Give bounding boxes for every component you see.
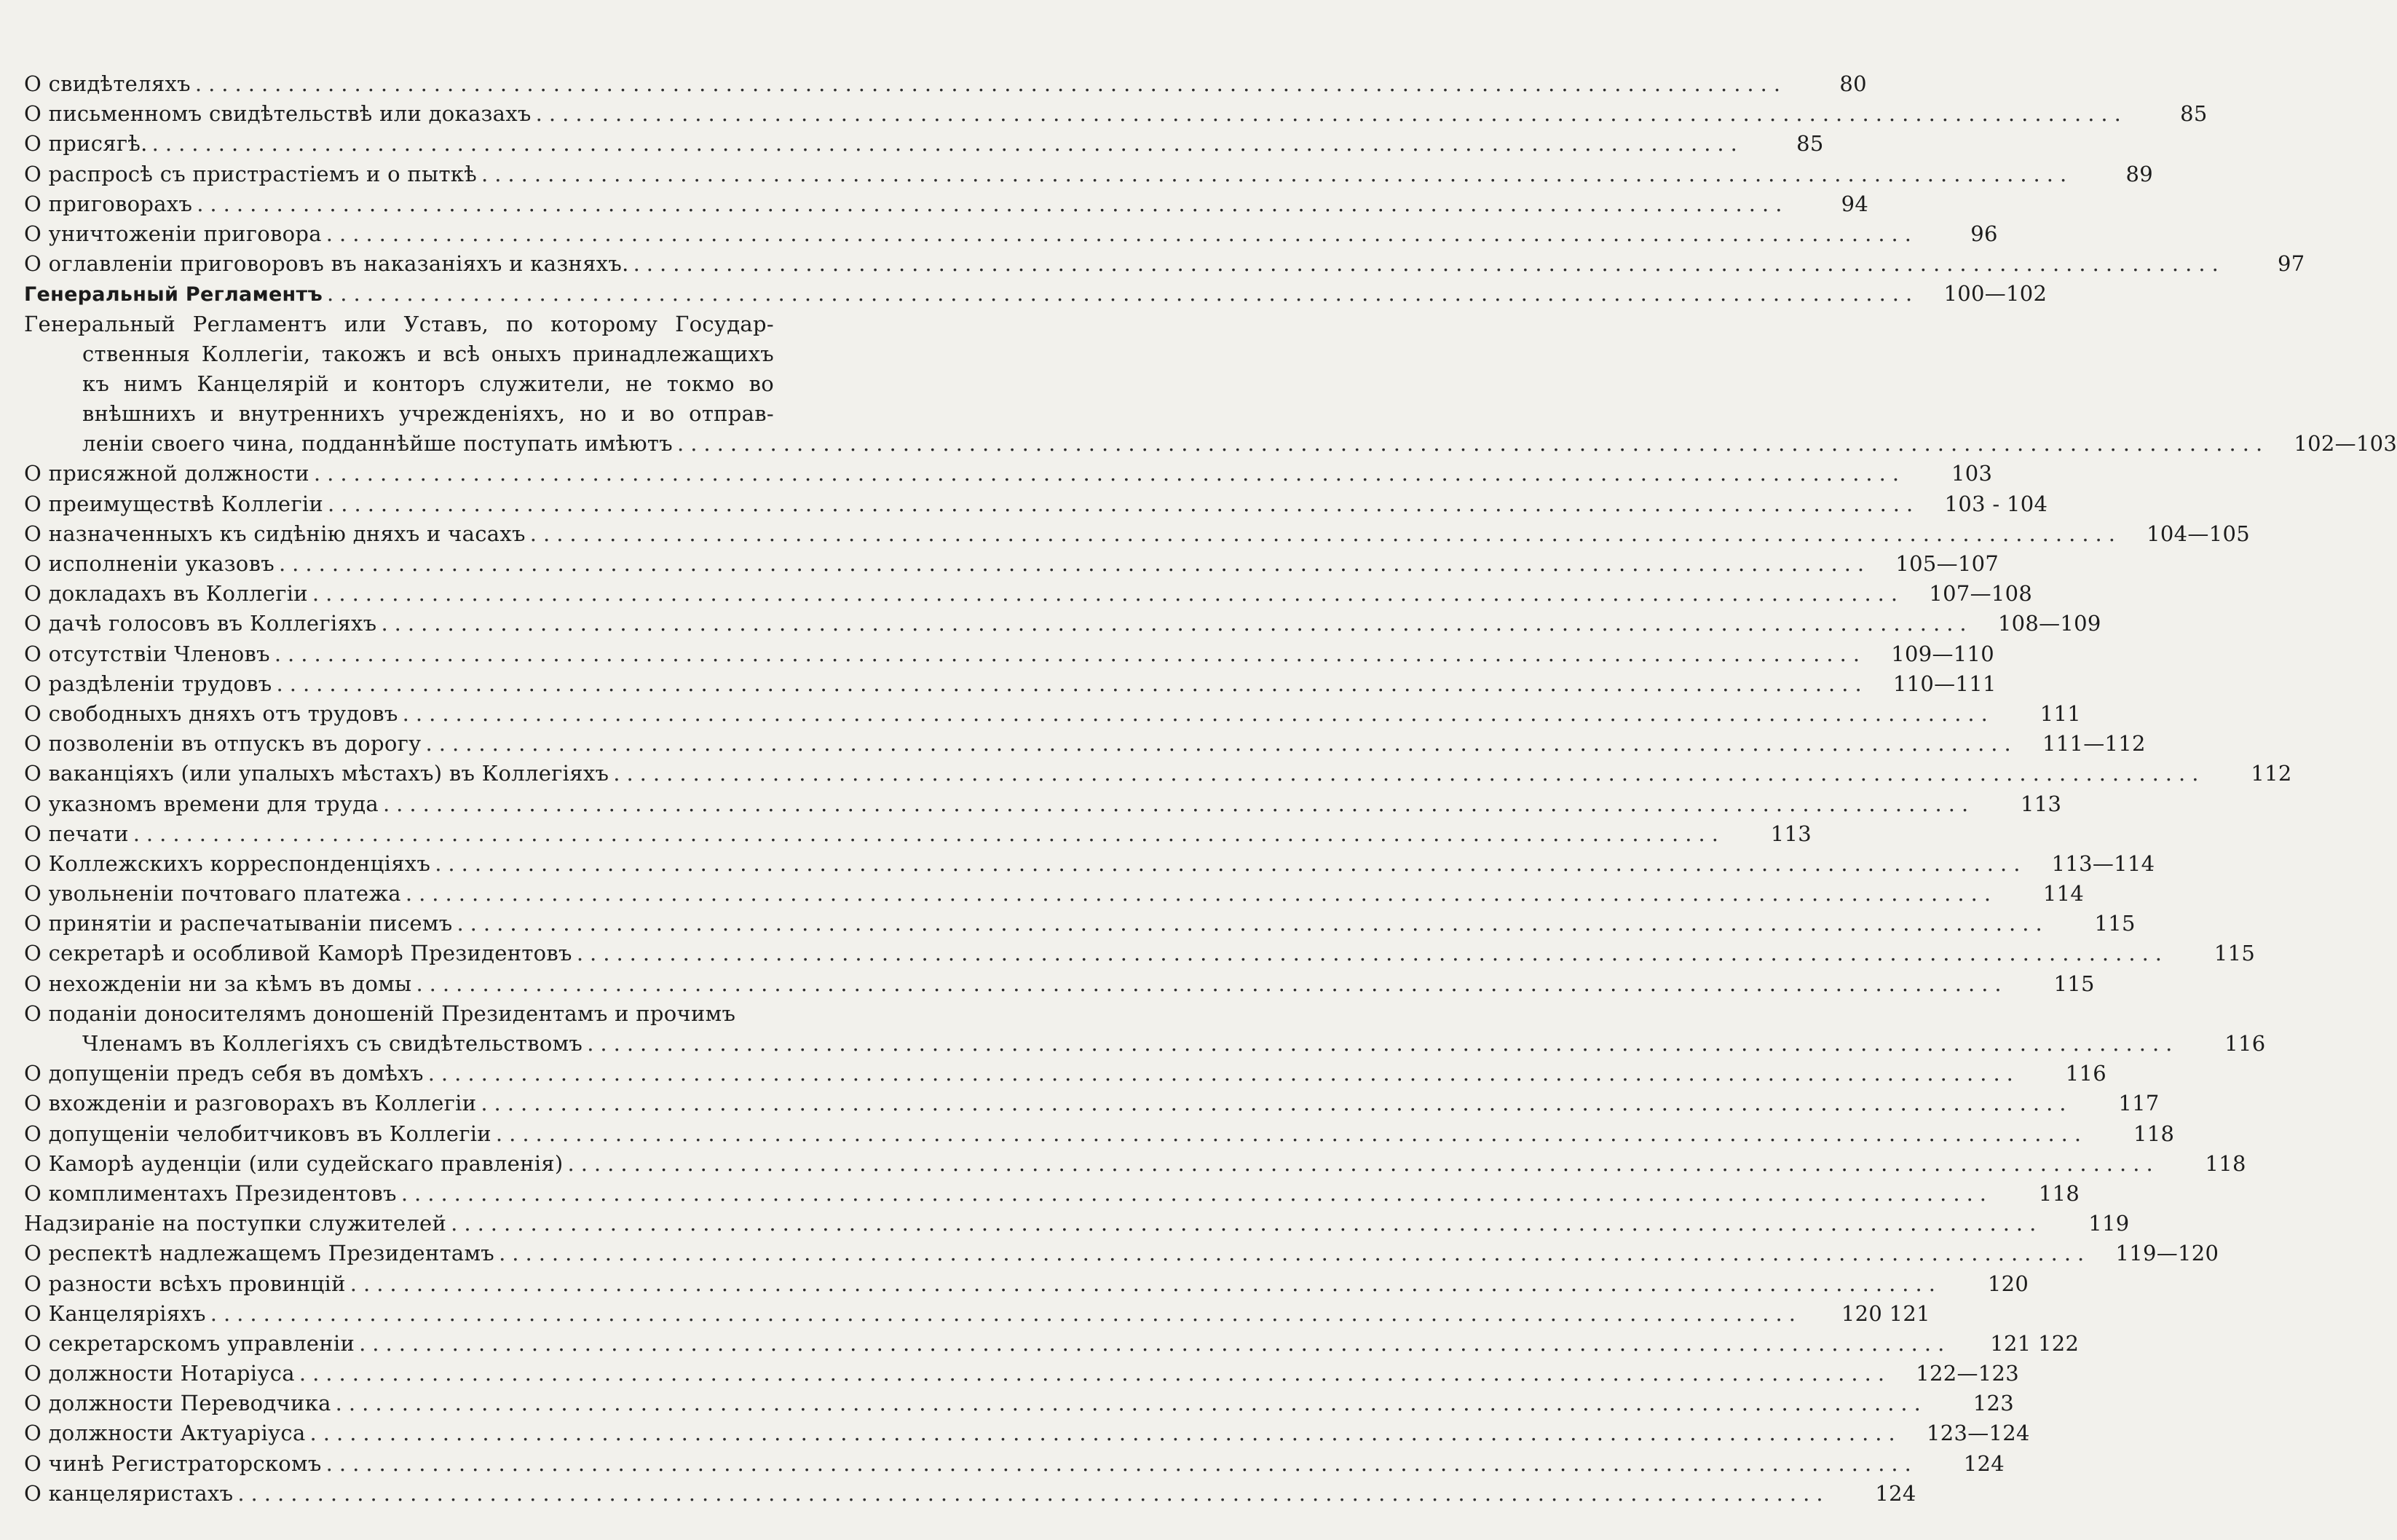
page-number: 117 [2118, 1091, 2160, 1116]
page-number: 115 [2094, 911, 2136, 936]
entry-line: Членамъ въ Коллегіяхъ съ свидѣтельствомъ [82, 1031, 583, 1056]
section-heading-page: 100—102 [1943, 281, 2047, 307]
entry-title: О вхожденіи и разговорахъ въ Коллегіи [24, 1091, 477, 1116]
toc-entry [24, 1269, 2029, 1299]
toc-entry [24, 69, 1867, 99]
entry-title: О секретарѣ и особливой Каморѣ Президентовъ [24, 941, 572, 966]
entry-title: О допущеніи предъ себя въ домѣхъ [24, 1061, 424, 1086]
leader-dots: ........................................................................................................................ [451, 1211, 2043, 1236]
entry-title: О оглавленіи приговоровъ въ наказаніяхъ и казняхъ. [24, 251, 629, 277]
toc-entry [24, 819, 1812, 849]
page-number: 120 121 [1841, 1300, 1930, 1326]
toc-entry [24, 549, 1999, 579]
entry-title: О преимуществѣ Коллегіи [24, 491, 324, 516]
entry-title: О приговорахъ [24, 191, 193, 216]
page-number: 122—123 [1916, 1361, 2020, 1386]
page-number: 113 [1770, 821, 1812, 846]
leader-dots: ........................................................................................................................ [359, 1330, 1951, 1356]
entry-line: Генеральный Регламентъ или Уставъ, по которому Государ- [24, 311, 774, 336]
toc-entry [24, 1089, 2160, 1118]
entry-title: О должности Переводчика [24, 1391, 331, 1416]
page-number: 102—103 [2294, 431, 2397, 457]
page-number: 113 [2021, 791, 2062, 816]
entry-line: ственныя Коллегіи, такожъ и всѣ оныхъ принадлежащихъ [82, 341, 774, 366]
leader-dots: ........................................................................................................................ [400, 1180, 1994, 1206]
leader-dots: ........................................................................................................................ [278, 551, 1871, 576]
leader-dots: ........................................................................................................................ [151, 131, 1744, 157]
entry-title: О присяжной должности [24, 461, 309, 486]
page-number: 118 [2038, 1180, 2080, 1206]
toc-entry [24, 609, 2101, 639]
leader-dots: ........................................................................................................................ [325, 221, 1918, 246]
entry-title: О канцеляристахъ [24, 1480, 234, 1506]
leader-dots: ........................................................................................................................ [613, 761, 2206, 786]
entry-title: О дачѣ голосовъ въ Коллегіяхъ [24, 611, 377, 636]
entry-title: О чинѣ Регистраторскомъ [24, 1450, 322, 1476]
leader-dots: ........................................................................................................................ [328, 491, 1920, 516]
toc-entry-informers [24, 999, 2266, 1059]
leader-dots: ........................................................................................................................ [457, 911, 2049, 936]
page-number: 123—124 [1926, 1421, 2030, 1446]
leader-dots: ........................................................................................................................ [382, 791, 1975, 816]
entry-line: О поданіи доносителямъ доношеній Президентамъ и прочимъ [24, 1000, 736, 1026]
entry-title: О респектѣ надлежащемъ Президентамъ [24, 1241, 495, 1266]
leader-dots: ........................................................................................................................ [499, 1241, 2091, 1266]
leader-dots: ........................................................................................................................ [633, 251, 2225, 277]
toc-entry [24, 219, 1998, 249]
page-number: 118 [2133, 1121, 2175, 1146]
leader-dots: ........................................................................................................................ [210, 1300, 1802, 1326]
page-number: 119—120 [2115, 1241, 2219, 1266]
entry-line: къ нимъ Канцелярій и конторъ служители, не токмо во [82, 371, 774, 396]
toc-entry [24, 699, 2081, 729]
entry-title: О присягѣ. [24, 131, 148, 157]
toc-entry [24, 189, 1869, 219]
page-number: 96 [1970, 221, 1998, 246]
leader-dots: ........................................................................................................................ [327, 281, 1919, 307]
page-number: 85 [1796, 131, 1824, 157]
toc-entry [24, 1389, 2014, 1418]
toc-entry [24, 1299, 1930, 1329]
entry-title: О указномъ времени для труда [24, 791, 379, 816]
toc-entry [24, 1479, 1916, 1509]
leader-dots: ........................................................................................................................ [481, 1091, 2073, 1116]
leader-dots: ........................................................................................................................ [567, 1150, 2160, 1176]
leader-dots: ........................................................................................................................ [435, 850, 2027, 876]
toc-entry [24, 1119, 2175, 1149]
entry-title: О отсутствіи Членовъ [24, 641, 270, 666]
page-number: 97 [2278, 251, 2305, 277]
page-number: 119 [2088, 1211, 2130, 1236]
page-number: 94 [1841, 191, 1869, 216]
entry-title: О печати [24, 821, 129, 846]
toc-entry [24, 579, 2033, 609]
entry-line: внѣшнихъ и внутреннихъ учрежденіяхъ, но и во отправ- [82, 401, 774, 427]
leader-dots: ........................................................................................................................ [427, 1061, 2020, 1086]
entry-title: О нехожденіи ни за кѣмъ въ домы [24, 971, 412, 996]
entry-title: О принятіи и распечатываніи писемъ [24, 911, 453, 936]
toc-entry [24, 939, 2256, 968]
leader-dots: ........................................................................................................................ [529, 521, 2122, 546]
entry-title: О распросѣ съ пристрастіемъ и о пыткѣ [24, 161, 477, 186]
page-number: 103 [1951, 461, 1993, 486]
entry-title: Надзираніе на поступки служителей [24, 1211, 447, 1236]
leader-dots: ........................................................................................................................ [276, 671, 1868, 696]
toc-entry [24, 1059, 2107, 1089]
leader-dots: ........................................................................................................................ [313, 461, 1906, 486]
table-of-contents [24, 69, 2397, 1509]
page-number: 112 [2251, 761, 2292, 786]
leader-dots: ........................................................................................................................ [576, 941, 2169, 966]
toc-group-top [24, 69, 2305, 279]
entry-title: О позволеніи въ отпускъ въ дорогу [24, 731, 422, 757]
leader-dots: ........................................................................................................................ [299, 1361, 1892, 1386]
leader-dots: ........................................................................................................................ [535, 101, 2128, 127]
page-number: 85 [2180, 101, 2208, 127]
toc-entry [24, 1329, 2080, 1359]
leader-dots: ........................................................................................................................ [133, 821, 1725, 846]
leader-dots: ........................................................................................................................ [274, 641, 1867, 666]
entry-title: О раздѣленіи трудовъ [24, 671, 272, 696]
leader-dots: ........................................................................................................................ [587, 1031, 2179, 1056]
entry-line-last [24, 429, 2397, 459]
toc-entry [24, 519, 2250, 549]
toc-entry [24, 1239, 2219, 1268]
entry-title: О секретарскомъ управленіи [24, 1330, 355, 1356]
entry-title: О должности Нотаріуса [24, 1361, 295, 1386]
page-number: 103 - 104 [1944, 491, 2048, 516]
toc-group-bottom [24, 1059, 2246, 1509]
page-number: 120 [1987, 1271, 2029, 1296]
toc-entry [24, 849, 2155, 879]
toc-entry [24, 459, 1993, 489]
toc-entry [24, 879, 2085, 909]
toc-entry-regulation [24, 309, 2397, 459]
toc-group-middle [24, 459, 2292, 998]
toc-entry [24, 759, 2292, 789]
toc-entry [24, 729, 2146, 759]
toc-entry [24, 1449, 2005, 1479]
entry-title: О назначенныхъ къ сидѣнію дняхъ и часахъ [24, 521, 526, 546]
entry-title: О допущеніи челобитчиковъ въ Коллегіи [24, 1121, 491, 1146]
toc-entry [24, 1359, 2020, 1389]
entry-title: О Канцеляріяхъ [24, 1300, 206, 1326]
page-number: 114 [2042, 881, 2085, 907]
toc-entry [24, 789, 2062, 819]
leader-dots: ........................................................................................................................ [402, 700, 1994, 726]
page-number: 115 [2053, 971, 2095, 996]
toc-entry [24, 1179, 2080, 1209]
page-number: 105—107 [1895, 551, 1999, 576]
toc-entry [24, 639, 1995, 669]
page-number: 89 [2125, 161, 2153, 186]
leader-dots: ........................................................................................................................ [312, 581, 1905, 607]
leader-dots: ........................................................................................................................ [405, 881, 1998, 907]
entry-title: О ваканціяхъ (или упалыхъ мѣстахъ) въ Коллегіяхъ [24, 761, 609, 786]
toc-entry [24, 159, 2153, 189]
section-heading-title: Генеральный Регламентъ [24, 283, 323, 307]
page-number: 123 [1973, 1391, 2014, 1416]
leader-dots: ........................................................................................................................ [325, 1450, 1918, 1476]
toc-entry [24, 969, 2095, 999]
page-number: 113—114 [2051, 850, 2155, 876]
page-number: 124 [1875, 1480, 1916, 1506]
entry-title: О разности всѣхъ провинцій [24, 1271, 346, 1296]
leader-dots: ........................................................................................................................ [416, 971, 2008, 996]
page-number: 116 [2224, 1031, 2266, 1056]
page-number: 110—111 [1892, 671, 1997, 696]
toc-entry [24, 1149, 2246, 1179]
page-number: 108—109 [1997, 611, 2101, 636]
page-number: 124 [1963, 1450, 2005, 1476]
toc-entry [24, 909, 2136, 939]
leader-dots: ........................................................................................................................ [425, 731, 2018, 757]
page-number: 116 [2065, 1061, 2107, 1086]
page-number: 121 122 [1990, 1330, 2080, 1356]
entry-title: О уничтоженіи приговора [24, 221, 322, 246]
entry-title: О исполненіи указовъ [24, 551, 275, 576]
toc-entry [24, 669, 1997, 699]
entry-title: О комплиментахъ Президентовъ [24, 1180, 397, 1206]
page-number: 118 [2205, 1150, 2246, 1176]
entry-title: О письменномъ свидѣтельствѣ или доказахъ [24, 101, 532, 127]
page-number: 109—110 [1891, 641, 1995, 666]
entry-line-last [24, 1029, 2266, 1059]
entry-line: леніи своего чина, подданнѣйше поступать имѣютъ [82, 431, 673, 457]
entry-title: О свободныхъ дняхъ отъ трудовъ [24, 700, 398, 726]
entry-title: О увольненіи почтоваго платежа [24, 881, 401, 907]
entry-title: О должности Актуаріуса [24, 1421, 306, 1446]
toc-entry [24, 129, 1824, 159]
leader-dots: ........................................................................................................................ [495, 1121, 2088, 1146]
page-number: 107—108 [1929, 581, 2033, 607]
leader-dots: ........................................................................................................................ [237, 1480, 1830, 1506]
toc-entry [24, 249, 2305, 279]
leader-dots: ........................................................................................................................ [194, 71, 1788, 96]
page-number: 80 [1839, 71, 1867, 96]
entry-title: О свидѣтеляхъ [24, 71, 191, 96]
entry-title: О Коллежскихъ корреспонденціяхъ [24, 850, 431, 876]
leader-dots: ........................................................................................................................ [481, 161, 2074, 186]
toc-entry [24, 489, 2048, 519]
toc-entry [24, 99, 2208, 129]
leader-dots: ........................................................................................................................ [335, 1391, 1927, 1416]
page-number: 111 [2039, 700, 2081, 726]
toc-entry [24, 1418, 2030, 1448]
page-number: 111—112 [2042, 731, 2146, 757]
leader-dots: ........................................................................................................................ [676, 431, 2270, 457]
leader-dots: ........................................................................................................................ [381, 611, 1973, 636]
page-number: 104—105 [2147, 521, 2250, 546]
leader-dots: ........................................................................................................................ [309, 1421, 1902, 1446]
page-number: 115 [2214, 941, 2256, 966]
leader-dots: ........................................................................................................................ [197, 191, 1789, 216]
section-heading [24, 279, 2047, 309]
entry-title: О докладахъ въ Коллегіи [24, 581, 308, 607]
leader-dots: ........................................................................................................................ [350, 1271, 1942, 1296]
toc-entry [24, 1209, 2130, 1239]
entry-title: О Каморѣ ауденціи (или судейскаго правленія) [24, 1150, 564, 1176]
